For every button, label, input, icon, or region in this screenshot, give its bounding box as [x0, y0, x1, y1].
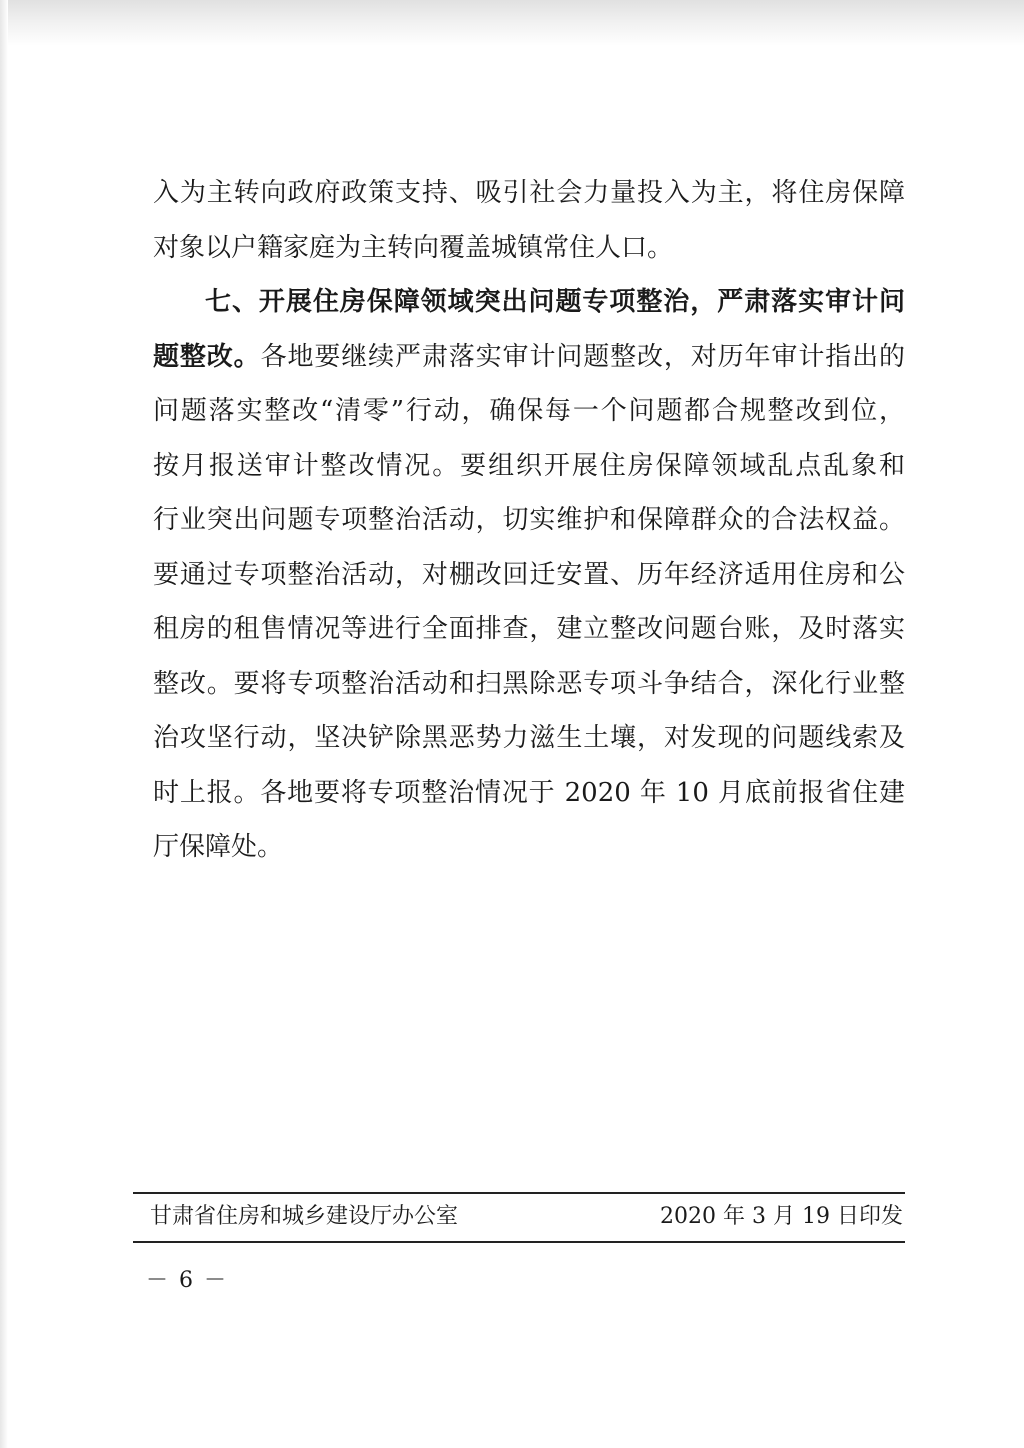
body-line: 整改。要将专项整治活动和扫黑除恶专项斗争结合，深化行业整 — [153, 668, 905, 699]
body-line: 厅保障处。 — [153, 832, 284, 862]
body-line: 对象以户籍家庭为主转向覆盖城镇常住人口。 — [153, 232, 674, 263]
document-body — [153, 166, 905, 875]
section-heading: 七、开展住房保障领域突出问题专项整治，严肃落实审计问 — [205, 287, 905, 317]
footer-issue-date: 2020 年 3 月 19 日印发 — [660, 1204, 903, 1229]
section-body-start: 各地要继续严肃落实审计问题整改，对历年审计指出的 — [260, 341, 905, 372]
body-line: 行业突出问题专项整治活动，切实维护和保障群众的合法权益。 — [153, 505, 905, 535]
body-line: 入为主转向政府政策支持、吸引社会力量投入为主，将住房保障 — [153, 178, 905, 208]
scan-shadow-band — [0, 0, 1024, 46]
body-line: 按月报送审计整改情况。要组织开展住房保障领域乱点乱象和 — [153, 450, 905, 481]
body-line: 要通过专项整治活动，对棚改回迁安置、历年经济适用住房和公 — [153, 559, 905, 590]
page-number: － 6 － — [146, 1268, 228, 1293]
scan-edge — [0, 0, 8, 1448]
body-line: 时上报。各地要将专项整治情况于 2020 年 10 月底前报省住建 — [153, 777, 905, 808]
body-line: 治攻坚行动，坚决铲除黑恶势力滋生土壤，对发现的问题线索及 — [153, 723, 905, 753]
body-line: 租房的租售情况等进行全面排查，建立整改问题台账，及时落实 — [153, 614, 905, 644]
section-heading-continuation-line — [153, 330, 905, 385]
body-line: 问题落实整改“清零”行动，确保每一个问题都合规整改到位， — [153, 396, 905, 426]
section-heading-end: 题整改。 — [153, 341, 261, 372]
footer-top-rule — [133, 1192, 905, 1194]
footer-issuer: 甘肃省住房和城乡建设厅办公室 — [150, 1204, 459, 1229]
footer-bottom-rule — [133, 1241, 905, 1243]
